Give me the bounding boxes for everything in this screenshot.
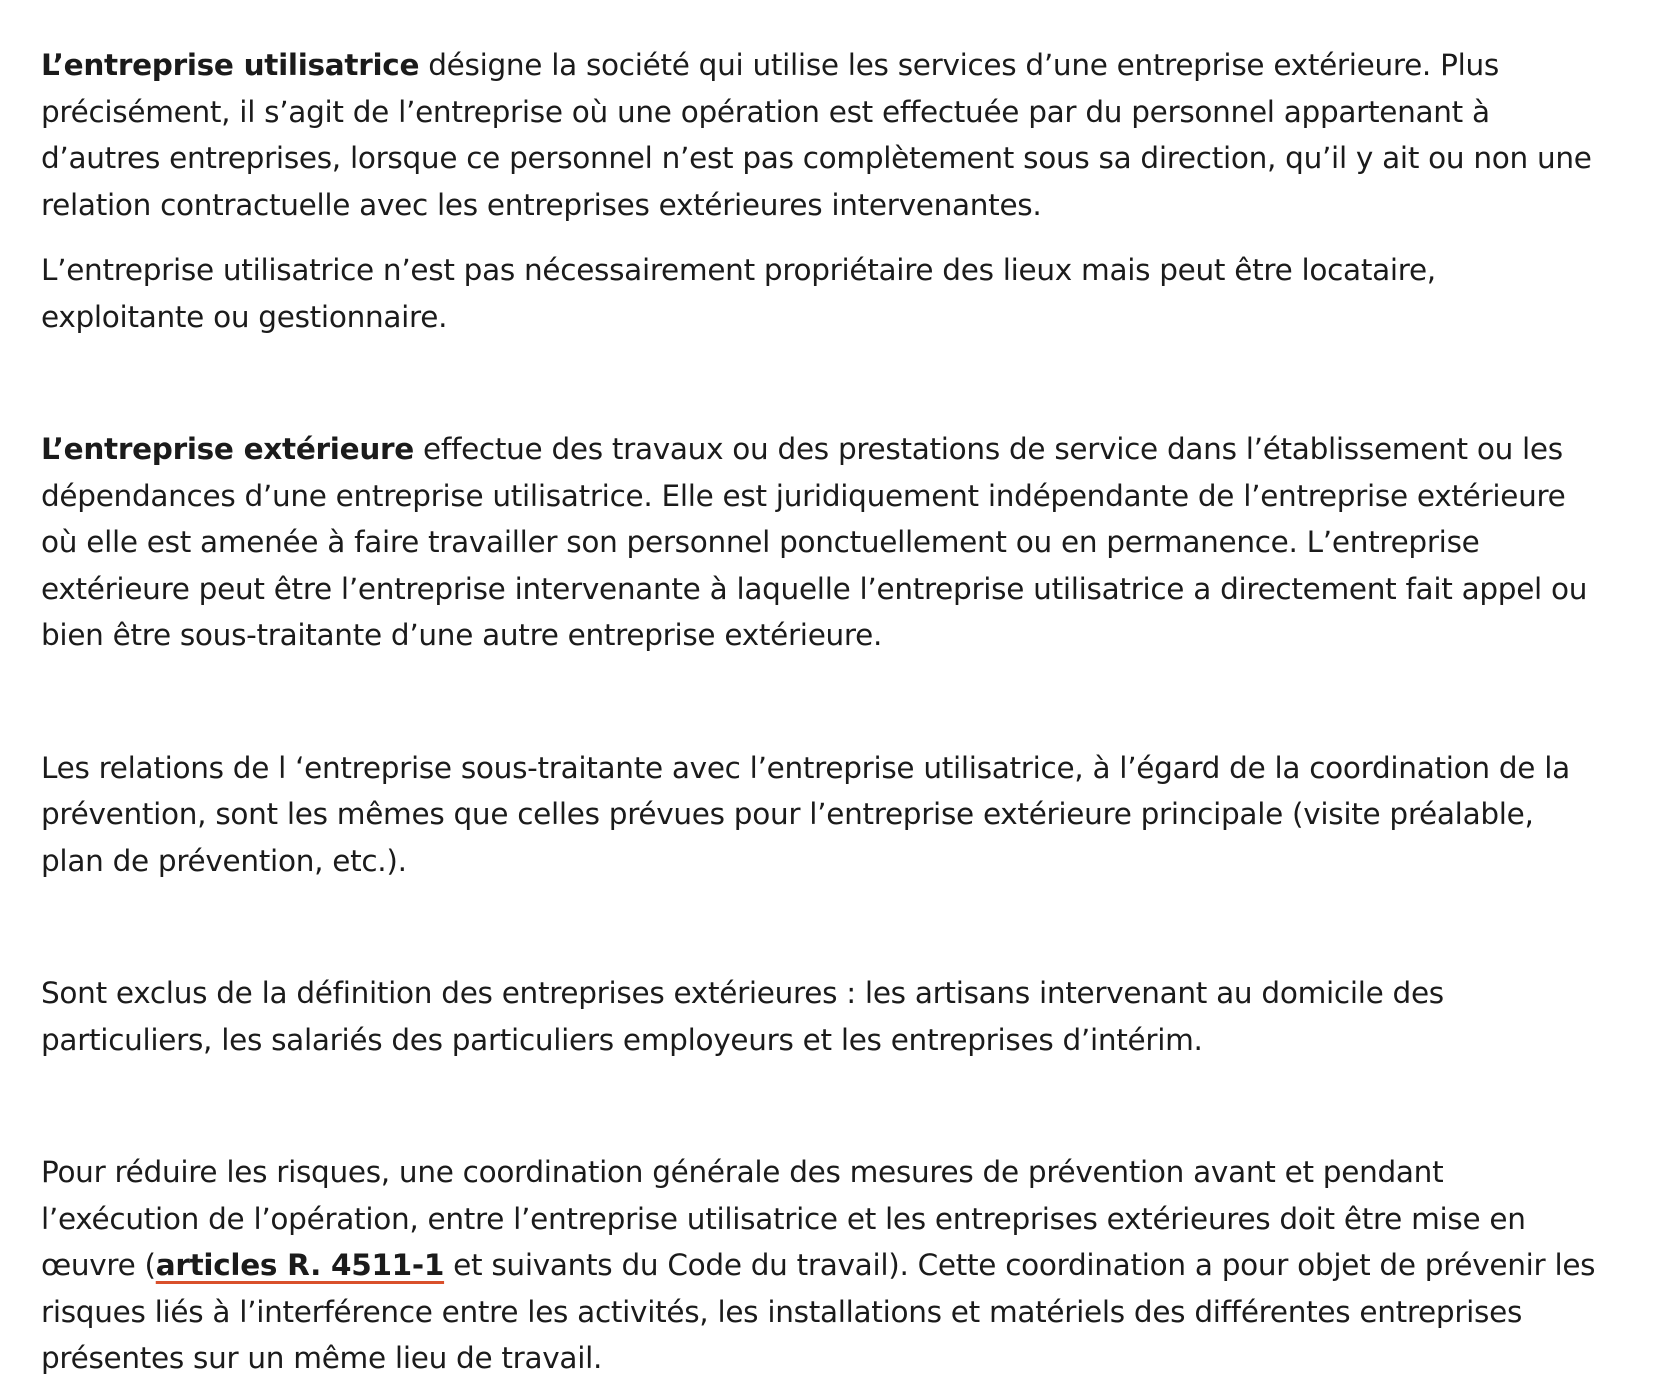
paragraph-exclusions bbox=[41, 970, 1661, 1063]
paragraph-entreprise-utilisatrice bbox=[41, 42, 1661, 228]
text-line: prévention, sont les mêmes que celles prévues pour l’entreprise extérieure principale (visite préalable, bbox=[41, 797, 1534, 831]
text-line: relation contractuelle avec les entreprises extérieures intervenantes. bbox=[41, 187, 1042, 222]
text-span: œuvre ( bbox=[41, 1248, 156, 1282]
text-line: L’entreprise utilisatrice n’est pas nécessairement propriétaire des lieux mais peut être locataire, bbox=[41, 253, 1436, 287]
text-line: précisément, il s’agit de l’entreprise où une opération est effectuée par du personnel appartenant à bbox=[41, 94, 1490, 129]
text-line: dépendances d’une entreprise utilisatrice. Elle est juridiquement indépendante de l’entreprise extérieure bbox=[41, 478, 1566, 513]
text-line: extérieure peut être l’entreprise intervenante à laquelle l’entreprise utilisatrice a directement fait appel ou bbox=[41, 571, 1588, 606]
text-span: désigne la société qui utilise les services d’une entreprise extérieure. Plus bbox=[419, 48, 1499, 82]
articles-link[interactable]: articles R. 4511-1 bbox=[155, 1248, 445, 1282]
term-entreprise-exterieure: L’entreprise extérieure bbox=[41, 432, 414, 466]
text-line: exploitante ou gestionnaire. bbox=[41, 299, 448, 334]
text-line: Sont exclus de la définition des entreprises extérieures : les artisans intervenant au domicile des bbox=[41, 976, 1444, 1010]
text-line: l’exécution de l’opération, entre l’entreprise utilisatrice et les entreprises extérieures doit être mise en bbox=[41, 1201, 1526, 1236]
paragraph-entreprise-exterieure bbox=[41, 426, 1661, 659]
text-line: risques liés à l’interférence entre les activités, les installations et matériels des différentes entreprises bbox=[41, 1294, 1523, 1329]
text-line: présentes sur un même lieu de travail. bbox=[41, 1341, 603, 1375]
text-line: bien être sous-traitante d’une autre entreprise extérieure. bbox=[41, 618, 883, 652]
text-line bbox=[41, 426, 1661, 473]
text-line bbox=[41, 1242, 1661, 1289]
text-line: d’autres entreprises, lorsque ce personnel n’est pas complètement sous sa direction, qu’il y ait ou non une bbox=[41, 141, 1592, 175]
text-line: plan de prévention, etc.). bbox=[41, 843, 407, 878]
text-line: Pour réduire les risques, une coordination générale des mesures de prévention avant et pendant bbox=[41, 1155, 1444, 1189]
paragraph-proprietaire bbox=[41, 247, 1661, 340]
text-line: où elle est amenée à faire travailler son personnel ponctuellement ou en permanence. L’entreprise bbox=[41, 525, 1480, 559]
text-line: particuliers, les salariés des particuliers employeurs et les entreprises d’intérim. bbox=[41, 1022, 1203, 1057]
paragraph-coordination bbox=[41, 1149, 1661, 1382]
paragraph-sous-traitante bbox=[41, 745, 1661, 885]
text-line: Les relations de l ‘entreprise sous-traitante avec l’entreprise utilisatrice, à l’égard de la coordination de la bbox=[41, 750, 1570, 785]
term-entreprise-utilisatrice: L’entreprise utilisatrice bbox=[41, 48, 420, 82]
text-span: effectue des travaux ou des prestations de service dans l’établissement ou les bbox=[413, 432, 1563, 466]
text-line bbox=[41, 42, 1661, 89]
text-span: et suivants du Code du travail). Cette coordination a pour objet de prévenir les bbox=[444, 1248, 1596, 1282]
article-body bbox=[41, 42, 1661, 1382]
